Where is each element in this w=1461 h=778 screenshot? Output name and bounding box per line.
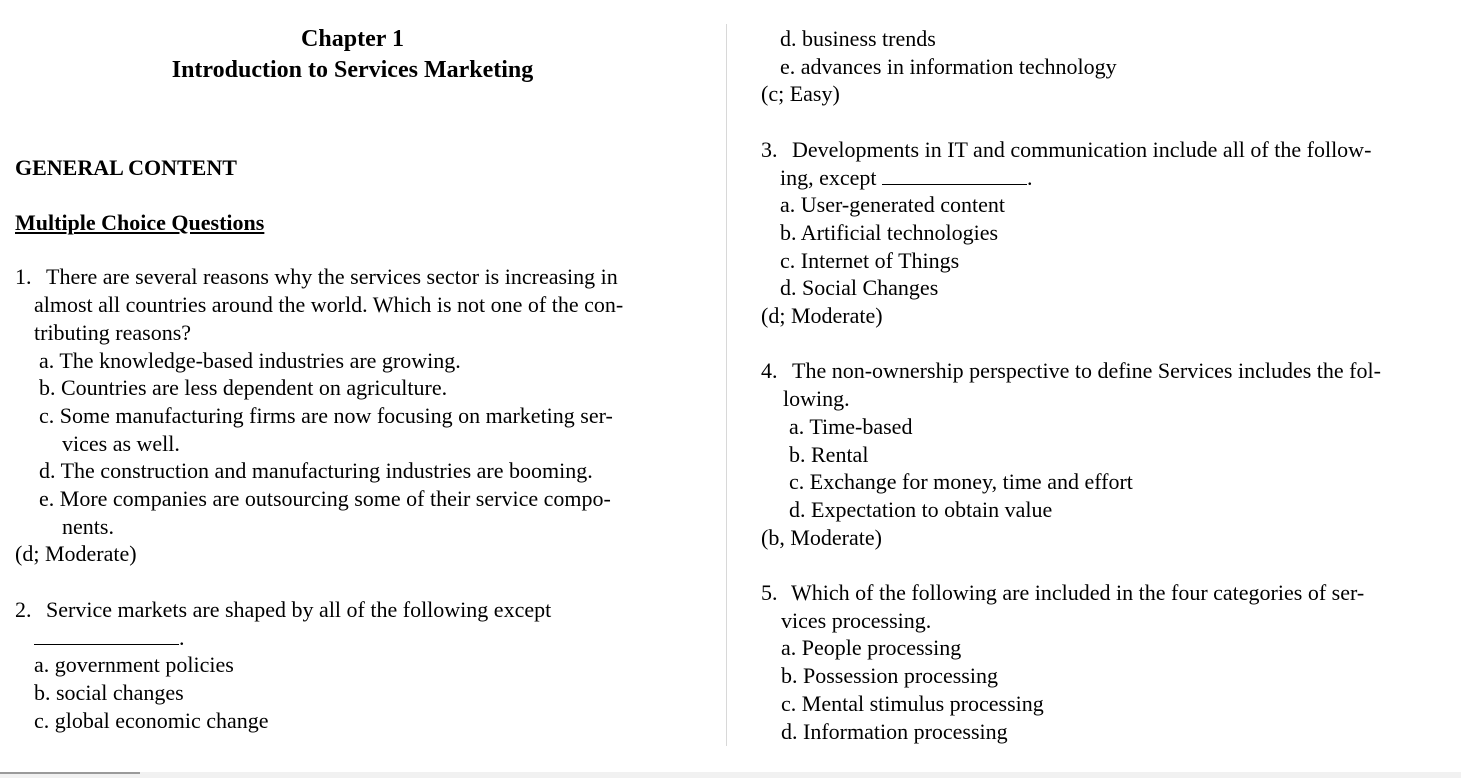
- option-line: nents.: [62, 513, 114, 539]
- right-column: [761, 25, 1451, 745]
- question-4: [761, 357, 1451, 551]
- stem-line: lowing.: [783, 386, 850, 412]
- option-b: b. Artificial technologies: [780, 219, 999, 245]
- stem-line: almost all countries around the world. Which is not one of the con-: [34, 292, 624, 318]
- question-number: 5.: [761, 580, 778, 606]
- option-c: c. Mental stimulus processing: [781, 690, 1044, 716]
- answer-key: (c; Easy): [761, 81, 840, 107]
- stem-line: ing, except .: [780, 164, 1033, 190]
- option-a: a. User-generated content: [780, 192, 1005, 218]
- left-column: [15, 24, 695, 734]
- stem-line: Developments in IT and communication include all of the follow-: [792, 136, 1372, 162]
- option-line: e. More companies are outsourcing some of their service compo-: [39, 486, 611, 512]
- stem-line: The non-ownership perspective to define Services includes the fol-: [792, 358, 1381, 384]
- stem-line: vices processing.: [781, 607, 932, 633]
- option-list: [761, 25, 1451, 80]
- option-b: b. Rental: [789, 441, 869, 467]
- chapter-title: Introduction to Services Marketing: [171, 57, 534, 83]
- option-b: b. Countries are less dependent on agriculture.: [39, 375, 448, 401]
- stem-line: There are several reasons why the services sector is increasing in: [46, 264, 618, 290]
- horizontal-scrollbar-track[interactable]: [0, 772, 1461, 778]
- option-d: d. Expectation to obtain value: [789, 496, 1053, 522]
- section-heading: GENERAL CONTENT: [15, 155, 237, 180]
- option-d: d. Information processing: [781, 718, 1008, 744]
- option-e: e. advances in information technology: [780, 53, 1117, 79]
- stem-text: ing, except: [780, 164, 877, 190]
- question-stem: [15, 263, 695, 346]
- option-c: c. Internet of Things: [780, 247, 960, 273]
- option-e: [39, 485, 695, 540]
- subsection-heading: Multiple Choice Questions: [15, 209, 265, 235]
- option-d: d. business trends: [780, 26, 936, 51]
- answer-key: (b, Moderate): [761, 524, 882, 550]
- option-c: [39, 402, 695, 457]
- stem-line: tributing reasons?: [34, 319, 192, 345]
- option-line: vices as well.: [62, 430, 180, 456]
- option-a: a. Time-based: [789, 413, 913, 439]
- question-stem: [761, 136, 1451, 191]
- chapter-heading: [15, 24, 690, 86]
- option-c: c. Exchange for money, time and effort: [789, 469, 1133, 495]
- option-list: [15, 347, 695, 541]
- answer-blank: .: [34, 624, 695, 652]
- stem-line: Which of the following are included in the four categories of ser-: [791, 580, 1365, 606]
- option-b: b. Possession processing: [781, 663, 998, 689]
- stem-line: Service markets are shaped by all of the following except: [46, 596, 552, 622]
- question-3: [761, 136, 1451, 330]
- option-a: a. People processing: [781, 635, 962, 661]
- question-stem: [761, 579, 1451, 634]
- option-d: d. Social Changes: [780, 275, 939, 301]
- question-number: 1.: [15, 264, 32, 290]
- question-number: 2.: [15, 596, 32, 622]
- option-d: d. The construction and manufacturing industries are booming.: [39, 458, 593, 484]
- question-stem: [15, 596, 695, 651]
- question-number: 3.: [761, 136, 778, 162]
- question-number: 4.: [761, 358, 778, 384]
- question-stem: [761, 357, 1451, 412]
- question-2-continued: [761, 25, 1451, 108]
- option-b: b. social changes: [34, 679, 184, 705]
- column-divider: [726, 24, 727, 746]
- question-5: [761, 579, 1451, 745]
- option-list: [761, 413, 1451, 524]
- option-a: a. government policies: [34, 652, 234, 678]
- horizontal-scrollbar-thumb[interactable]: [0, 772, 140, 774]
- option-list: [761, 634, 1451, 745]
- option-a: a. The knowledge-based industries are growing.: [39, 347, 461, 373]
- option-list: [15, 651, 695, 734]
- option-line: c. Some manufacturing firms are now focusing on marketing ser-: [39, 402, 613, 428]
- chapter-number: Chapter 1: [301, 26, 404, 52]
- answer-key: (d; Moderate): [761, 303, 883, 329]
- question-2: [15, 596, 695, 735]
- option-c: c. global economic change: [34, 707, 269, 733]
- question-1: [15, 263, 695, 568]
- option-list: [761, 191, 1451, 302]
- answer-key: (d; Moderate): [15, 541, 137, 567]
